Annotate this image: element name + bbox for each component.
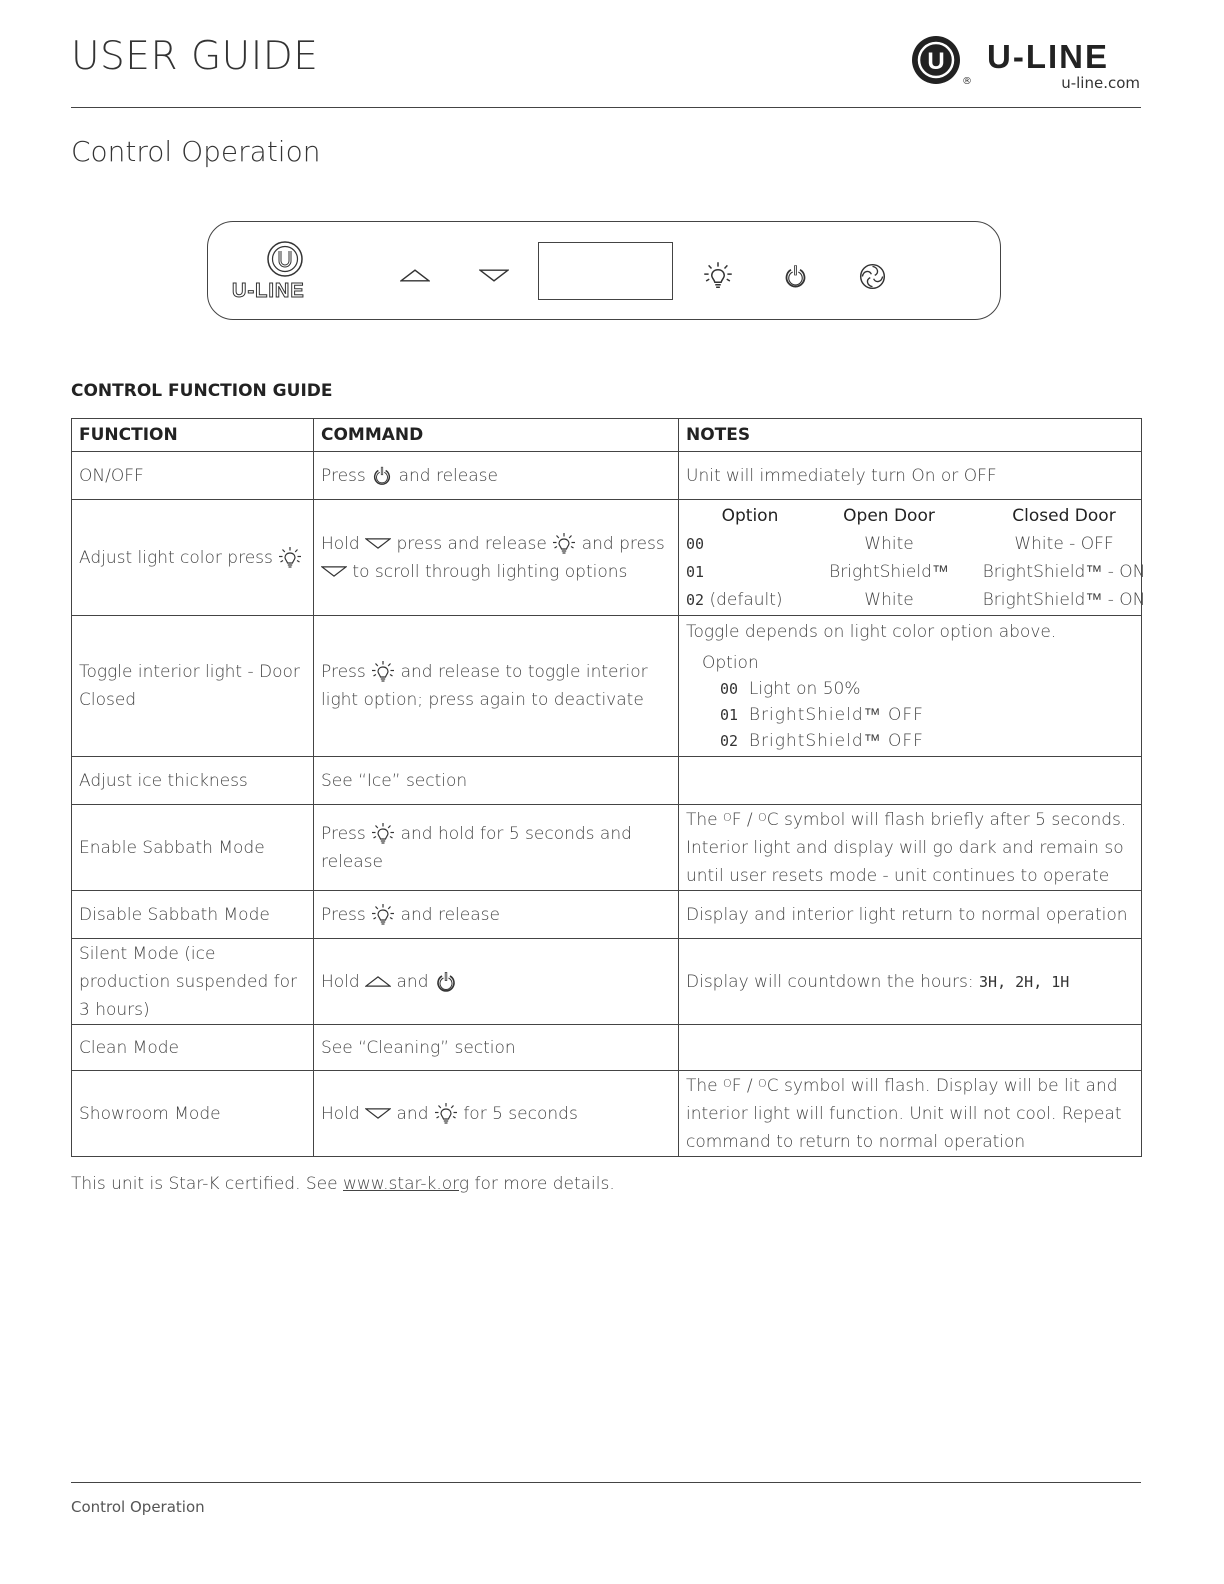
open-door-value: White: [864, 533, 914, 554]
table-row-showroom: [72, 1071, 1142, 1157]
closed-door-value: White - OFF: [1014, 533, 1114, 554]
power-icon: [434, 970, 458, 994]
notes-cell: [679, 1025, 1142, 1071]
command-text: for 5 seconds: [463, 1103, 578, 1124]
function-text: Adjust light color press: [79, 547, 273, 568]
open-door-value: White: [864, 589, 914, 610]
command-text: and: [396, 1103, 429, 1124]
star-k-footnote: [71, 1174, 615, 1194]
ice-icon[interactable]: [859, 263, 886, 290]
command-text: and release to toggle interior light option; press again to deactivate: [321, 662, 648, 710]
table-header-row: [72, 419, 1142, 452]
function-cell: Disable Sabbath Mode: [72, 891, 314, 939]
notes-cell: [679, 500, 1146, 616]
column-header-notes: NOTES: [679, 419, 1142, 452]
command-text: and release: [398, 465, 498, 486]
option-header: Option: [721, 505, 779, 526]
light-icon: [371, 902, 395, 928]
footnote-text: This unit is Star-K certified. See: [71, 1174, 338, 1194]
command-text: Press: [321, 465, 366, 486]
command-cell: See “Cleaning” section: [314, 1025, 679, 1071]
command-cell: [314, 500, 679, 616]
note-text: F /: [731, 809, 753, 830]
panel-u-logo-icon: [266, 240, 304, 278]
notes-cell: [679, 805, 1142, 891]
notes-cell: Display and interior light return to normal operation: [679, 891, 1142, 939]
control-function-table: [71, 418, 1146, 1157]
command-text: Hold: [321, 533, 360, 554]
function-cell: Adjust ice thickness: [72, 757, 314, 805]
open-door-value: BrightShield™: [829, 561, 949, 582]
note-text: C symbol will flash. Display will be lit and interior light will function. Unit will not cool. Repeat command to return to normal operation: [686, 1075, 1122, 1152]
light-icon: [371, 821, 395, 847]
function-cell: Enable Sabbath Mode: [72, 805, 314, 891]
up-arrow-icon[interactable]: [400, 268, 430, 283]
down-arrow-icon[interactable]: [479, 268, 509, 283]
brand-name: U-LINE: [987, 38, 1109, 75]
degree-symbol: O: [758, 1076, 767, 1090]
table-row-sabbath-disable: [72, 891, 1142, 939]
notes-cell: Unit will immediately turn On or OFF: [679, 452, 1142, 500]
page-header-title: USER GUIDE: [71, 34, 319, 79]
control-panel-diagram: [207, 221, 1001, 320]
option-code: 02: [720, 732, 739, 750]
command-text: to scroll through lighting options: [352, 561, 628, 582]
notes-cell: [679, 1071, 1142, 1157]
command-text: Hold: [321, 1103, 360, 1124]
option-suffix: (default): [704, 589, 783, 610]
toggle-note-intro: Toggle depends on light color option above.: [686, 622, 1057, 642]
table-row-sabbath-enable: [72, 805, 1142, 891]
table-row-clean: [72, 1025, 1142, 1071]
panel-display: [538, 242, 673, 300]
function-cell: Clean Mode: [72, 1025, 314, 1071]
option-text: Light on 50%: [748, 679, 861, 699]
closed-door-value: BrightShield™ - ON: [982, 561, 1146, 582]
down-arrow-icon: [365, 537, 391, 550]
column-header-function: FUNCTION: [72, 419, 314, 452]
power-icon: [371, 465, 393, 487]
option-code: 01: [686, 562, 705, 581]
footer-section-label: Control Operation: [71, 1498, 205, 1516]
command-text: and hold for 5 seconds and release: [321, 823, 632, 872]
toggle-option-list: [686, 650, 1134, 754]
function-cell: Showroom Mode: [72, 1071, 314, 1157]
option-code-cell: [686, 586, 814, 614]
notes-cell: [679, 757, 1142, 805]
list-item: [702, 728, 1134, 754]
note-text: F /: [731, 1075, 753, 1096]
light-icon: [552, 531, 576, 557]
command-text: Press: [321, 662, 366, 682]
down-arrow-icon: [321, 565, 347, 578]
closed-door-header: Closed Door: [1012, 505, 1116, 526]
function-cell: Silent Mode (ice production suspended for 3 hours): [72, 939, 314, 1025]
table-row-silent: [72, 939, 1142, 1025]
note-text: The: [686, 1075, 718, 1096]
guide-heading: CONTROL FUNCTION GUIDE: [71, 381, 333, 401]
command-text: and: [581, 533, 614, 554]
option-code-cell: [686, 558, 814, 586]
star-k-link[interactable]: www.star-k.org: [343, 1174, 470, 1194]
table-row-toggle-light: [72, 616, 1142, 757]
section-title: Control Operation: [71, 135, 321, 168]
command-cell: [314, 891, 679, 939]
open-door-header: Open Door: [843, 505, 935, 526]
option-code: 00: [720, 680, 739, 698]
option-text: BrightShield™ OFF: [748, 731, 924, 751]
light-option-grid: [686, 502, 1146, 614]
light-icon: [278, 545, 302, 571]
light-icon: [371, 659, 395, 685]
command-cell: [314, 805, 679, 891]
option-code: 00: [686, 534, 705, 553]
command-cell: [314, 939, 679, 1025]
light-icon: [434, 1101, 458, 1127]
up-arrow-icon: [365, 975, 391, 988]
table-row-light-color: [72, 500, 1142, 616]
list-item: [702, 702, 1134, 728]
brand-url: u-line.com: [1061, 74, 1140, 92]
degree-symbol: O: [758, 810, 767, 824]
note-text: C symbol will flash briefly after 5 seconds. Interior light and display will go dark and remain so until user resets mode - unit continues to operate: [686, 809, 1127, 886]
command-cell: [314, 452, 679, 500]
registered-mark: ®: [962, 76, 972, 87]
panel-logo-text: U-LINE: [232, 280, 305, 302]
option-code: 02: [686, 590, 705, 609]
command-text: press and release: [396, 533, 547, 554]
command-text: and release: [400, 904, 500, 925]
footnote-text: for more details.: [474, 1174, 615, 1194]
notes-cell: [679, 616, 1142, 757]
table-row-on-off: [72, 452, 1142, 500]
command-text: Hold: [321, 971, 360, 992]
command-text: Press: [321, 823, 366, 844]
countdown-display: 3H, 2H, 1H: [979, 972, 1070, 991]
command-text: Press: [321, 904, 366, 925]
note-text: The: [686, 809, 718, 830]
table-row-ice: [72, 757, 1142, 805]
degree-symbol: O: [723, 810, 732, 824]
notes-cell: [679, 939, 1142, 1025]
command-text: press: [619, 533, 665, 554]
down-arrow-icon: [365, 1107, 391, 1120]
power-icon[interactable]: [782, 263, 809, 290]
footer-divider: [71, 1482, 1141, 1483]
column-header-command: COMMAND: [314, 419, 679, 452]
logo-mark: U: [927, 48, 945, 75]
function-cell: Toggle interior light - Door Closed: [72, 616, 314, 757]
closed-door-value: BrightShield™ - ON: [982, 589, 1146, 610]
u-line-logo-icon: [910, 34, 962, 86]
option-code-cell: [686, 530, 814, 558]
function-cell: [72, 500, 314, 616]
brand-logo: [910, 34, 1142, 94]
option-code: 01: [720, 706, 739, 724]
command-cell: See “Ice” section: [314, 757, 679, 805]
list-item: [702, 676, 1134, 702]
command-cell: [314, 616, 679, 757]
note-text: Display will countdown the hours:: [686, 971, 974, 992]
header-divider: [71, 107, 1141, 108]
command-cell: [314, 1071, 679, 1157]
toggle-option-header: Option: [702, 653, 759, 673]
option-text: BrightShield™ OFF: [748, 705, 924, 725]
light-icon[interactable]: [703, 260, 733, 292]
command-text: and: [396, 971, 429, 992]
degree-symbol: O: [723, 1076, 732, 1090]
function-cell: ON/OFF: [72, 452, 314, 500]
